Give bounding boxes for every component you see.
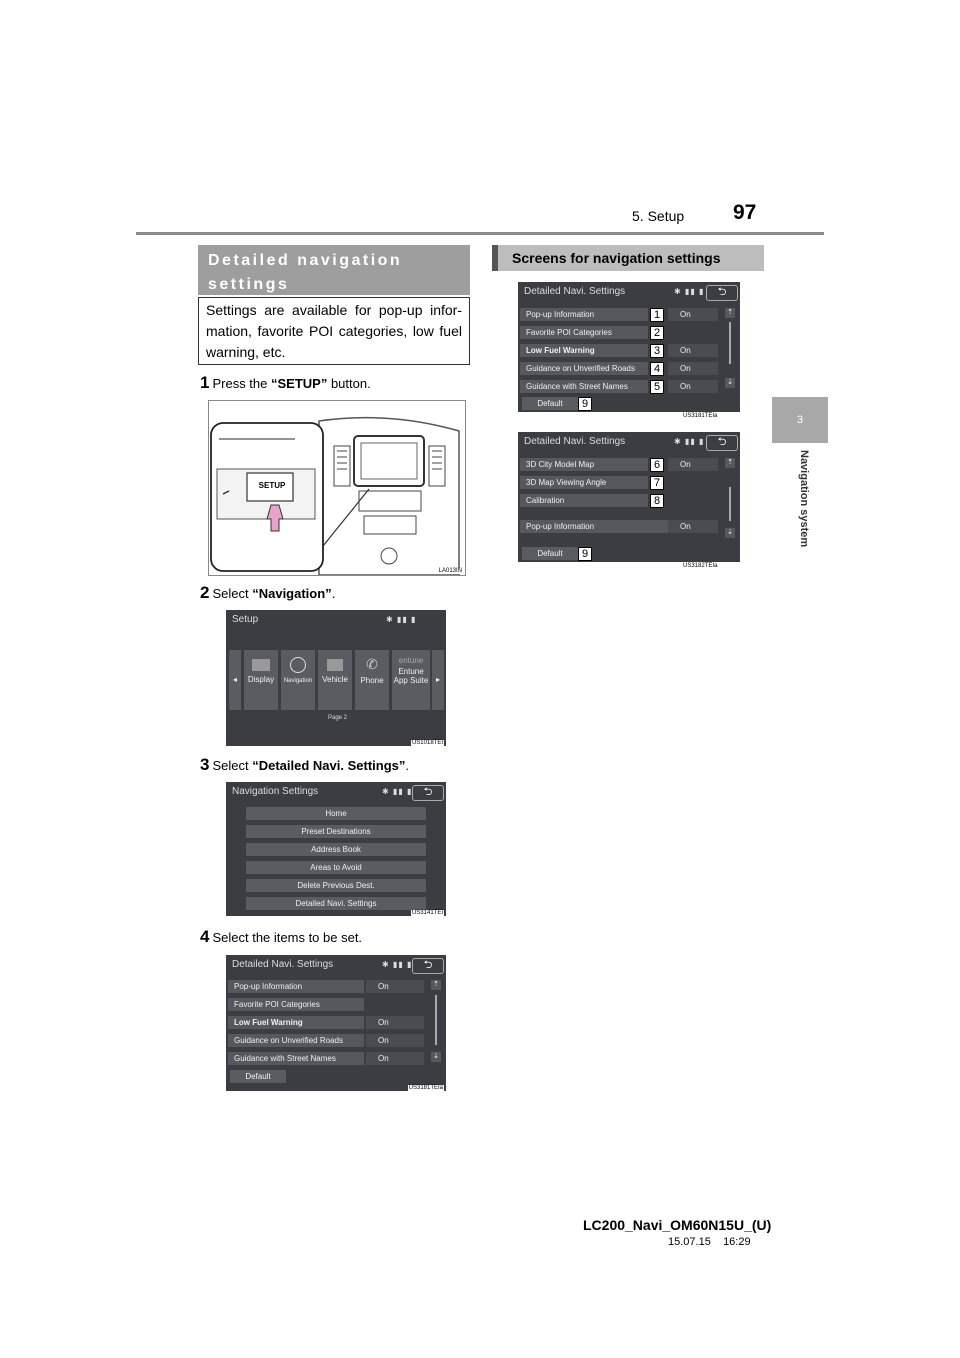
setup-screen (226, 610, 446, 746)
scrollbar[interactable] (729, 487, 731, 521)
figure-code: US3182TEIa (683, 563, 718, 569)
section-title: 5. Setup (632, 208, 685, 224)
callout-number: 6 (650, 458, 664, 472)
status-icons: ✱ ▮▮ ▮ (386, 615, 417, 624)
back-arrow-icon[interactable]: ⮌ (412, 785, 444, 801)
favorite-poi-row[interactable]: Favorite POI Categories (228, 998, 364, 1011)
chapter-label: Navigation system (798, 450, 810, 548)
status-icons: ✱ ▮▮ ▮ (382, 960, 413, 969)
back-arrow-icon[interactable]: ⮌ (412, 958, 444, 974)
figure-code: US1018TEI (411, 740, 443, 746)
scroll-right-button[interactable]: ▸ (432, 650, 444, 710)
back-arrow-icon[interactable]: ⮌ (706, 435, 738, 451)
page-indicator: Page 2 (328, 715, 348, 721)
intro-box: Settings are available for pop-up infor- mation, favorite POI categories, low fuel warning, etc. (198, 297, 470, 365)
step-4: 4 Select the items to be set. (200, 927, 363, 946)
navigation-icon (290, 657, 306, 673)
scroll-left-button[interactable]: ◂ (229, 650, 241, 710)
figure-code: LA013IN (438, 568, 462, 574)
screen-title: Detailed Navi. Settings (524, 436, 626, 447)
scrollbar[interactable] (435, 995, 437, 1045)
header-rule (136, 232, 824, 235)
screen-title: Navigation Settings (232, 786, 319, 797)
scroll-down-icon[interactable]: ⇣ (431, 1052, 441, 1062)
step-2: 2 Select “Navigation”. (200, 583, 336, 602)
street-names-row[interactable]: Guidance with Street Names (520, 380, 648, 393)
figure-code: US3141TEI (411, 910, 443, 916)
popup-information-value[interactable]: On (668, 520, 718, 533)
unverified-roads-row[interactable]: Guidance on Unverified Roads (520, 362, 648, 375)
screens-heading: Screens for navigation settings (492, 245, 764, 271)
preset-destinations-button[interactable]: Preset Destinations (246, 825, 426, 838)
screen-title: Setup (232, 614, 259, 625)
default-button[interactable]: Default (522, 397, 578, 410)
default-button[interactable]: Default (230, 1070, 286, 1083)
navigation-settings-screen (226, 782, 446, 916)
phone-icon: ✆ (366, 656, 378, 672)
street-names-row[interactable]: Guidance with Street Names (228, 1052, 364, 1065)
screen-title: Detailed Navi. Settings (524, 286, 626, 297)
entune-button[interactable]: entune Entune App Suite (392, 650, 430, 710)
popup-information-row[interactable]: Pop-up Information (520, 520, 710, 533)
display-button[interactable]: Display (244, 650, 278, 710)
callout-number: 9 (578, 547, 592, 561)
callout-number: 9 (578, 397, 592, 411)
callout-number: 3 (650, 344, 664, 358)
street-names-value[interactable]: On (366, 1052, 424, 1065)
scroll-up-icon[interactable]: ⇡ (725, 308, 735, 318)
popup-information-value[interactable]: On (668, 308, 718, 321)
figure-code: US3181TEIa (408, 1085, 443, 1091)
calibration-row[interactable]: Calibration (520, 494, 648, 507)
step-number: 3 (200, 755, 210, 774)
unverified-roads-value[interactable]: On (366, 1034, 424, 1047)
detailed-navi-settings-screen (226, 955, 446, 1091)
back-arrow-icon[interactable]: ⮌ (706, 285, 738, 301)
default-button[interactable]: Default (522, 547, 578, 560)
vehicle-icon (327, 659, 343, 671)
setup-button-label: SETUP (258, 481, 286, 490)
document-id: LC200_Navi_OM60N15U_(U) (583, 1217, 772, 1233)
city-model-map-row[interactable]: 3D City Model Map (520, 458, 648, 471)
low-fuel-warning-row[interactable]: Low Fuel Warning (228, 1016, 364, 1029)
chapter-tab: 3 (772, 397, 828, 443)
status-icons: ✱ ▮▮ ▮ (674, 437, 705, 446)
print-date: 15.07.15 16:29 (668, 1236, 751, 1248)
low-fuel-warning-row[interactable]: Low Fuel Warning (520, 344, 648, 357)
step-1: 1 Press the “SETUP” button. (200, 373, 371, 392)
popup-information-value[interactable]: On (366, 980, 424, 993)
step-number: 2 (200, 583, 210, 602)
scroll-up-icon[interactable]: ⇡ (725, 458, 735, 468)
callout-number: 2 (650, 326, 664, 340)
figure-code: US3181TEIa (683, 413, 718, 419)
callout-number: 7 (650, 476, 664, 490)
home-button[interactable]: Home (246, 807, 426, 820)
low-fuel-warning-value[interactable]: On (366, 1016, 424, 1029)
areas-to-avoid-button[interactable]: Areas to Avoid (246, 861, 426, 874)
street-names-value[interactable]: On (668, 380, 718, 393)
dashboard-drawing (209, 401, 465, 575)
detailed-navi-screen-1 (518, 282, 740, 412)
screen-title: Detailed Navi. Settings (232, 959, 334, 970)
step-number: 1 (200, 373, 210, 392)
scroll-down-icon[interactable]: ⇣ (725, 378, 735, 388)
callout-number: 8 (650, 494, 664, 508)
map-viewing-angle-row[interactable]: 3D Map Viewing Angle (520, 476, 648, 489)
vehicle-button[interactable]: Vehicle (318, 650, 352, 710)
section-heading: Detailed navigation settings (198, 245, 470, 295)
address-book-button[interactable]: Address Book (246, 843, 426, 856)
popup-information-row[interactable]: Pop-up Information (228, 980, 364, 993)
display-icon (252, 659, 270, 671)
detailed-navi-settings-button[interactable]: Detailed Navi. Settings (246, 897, 426, 910)
status-icons: ✱ ▮▮ ▮ (674, 287, 705, 296)
page-number: 97 (733, 201, 757, 224)
favorite-poi-row[interactable]: Favorite POI Categories (520, 326, 648, 339)
entune-logo: entune (398, 656, 424, 665)
callout-number: 1 (650, 308, 664, 322)
unverified-roads-value[interactable]: On (668, 362, 718, 375)
step-number: 4 (200, 927, 210, 946)
phone-button[interactable]: ✆ Phone (355, 650, 389, 710)
scroll-up-icon[interactable]: ⇡ (431, 980, 441, 990)
low-fuel-warning-value[interactable]: On (668, 344, 718, 357)
status-icons: ✱ ▮▮ ▮ (382, 787, 413, 796)
scroll-down-icon[interactable]: ⇣ (725, 528, 735, 538)
callout-number: 4 (650, 362, 664, 376)
navigation-button[interactable]: Navigation (281, 650, 315, 710)
delete-previous-dest-button[interactable]: Delete Previous Dest. (246, 879, 426, 892)
popup-information-row[interactable]: Pop-up Information (520, 308, 648, 321)
city-model-map-value[interactable]: On (668, 458, 718, 471)
detailed-navi-screen-2 (518, 432, 740, 562)
unverified-roads-row[interactable]: Guidance on Unverified Roads (228, 1034, 364, 1047)
callout-number: 5 (650, 380, 664, 394)
setup-button-illustration (208, 400, 466, 576)
step-3: 3 Select “Detailed Navi. Settings”. (200, 755, 409, 774)
scrollbar[interactable] (729, 322, 731, 364)
